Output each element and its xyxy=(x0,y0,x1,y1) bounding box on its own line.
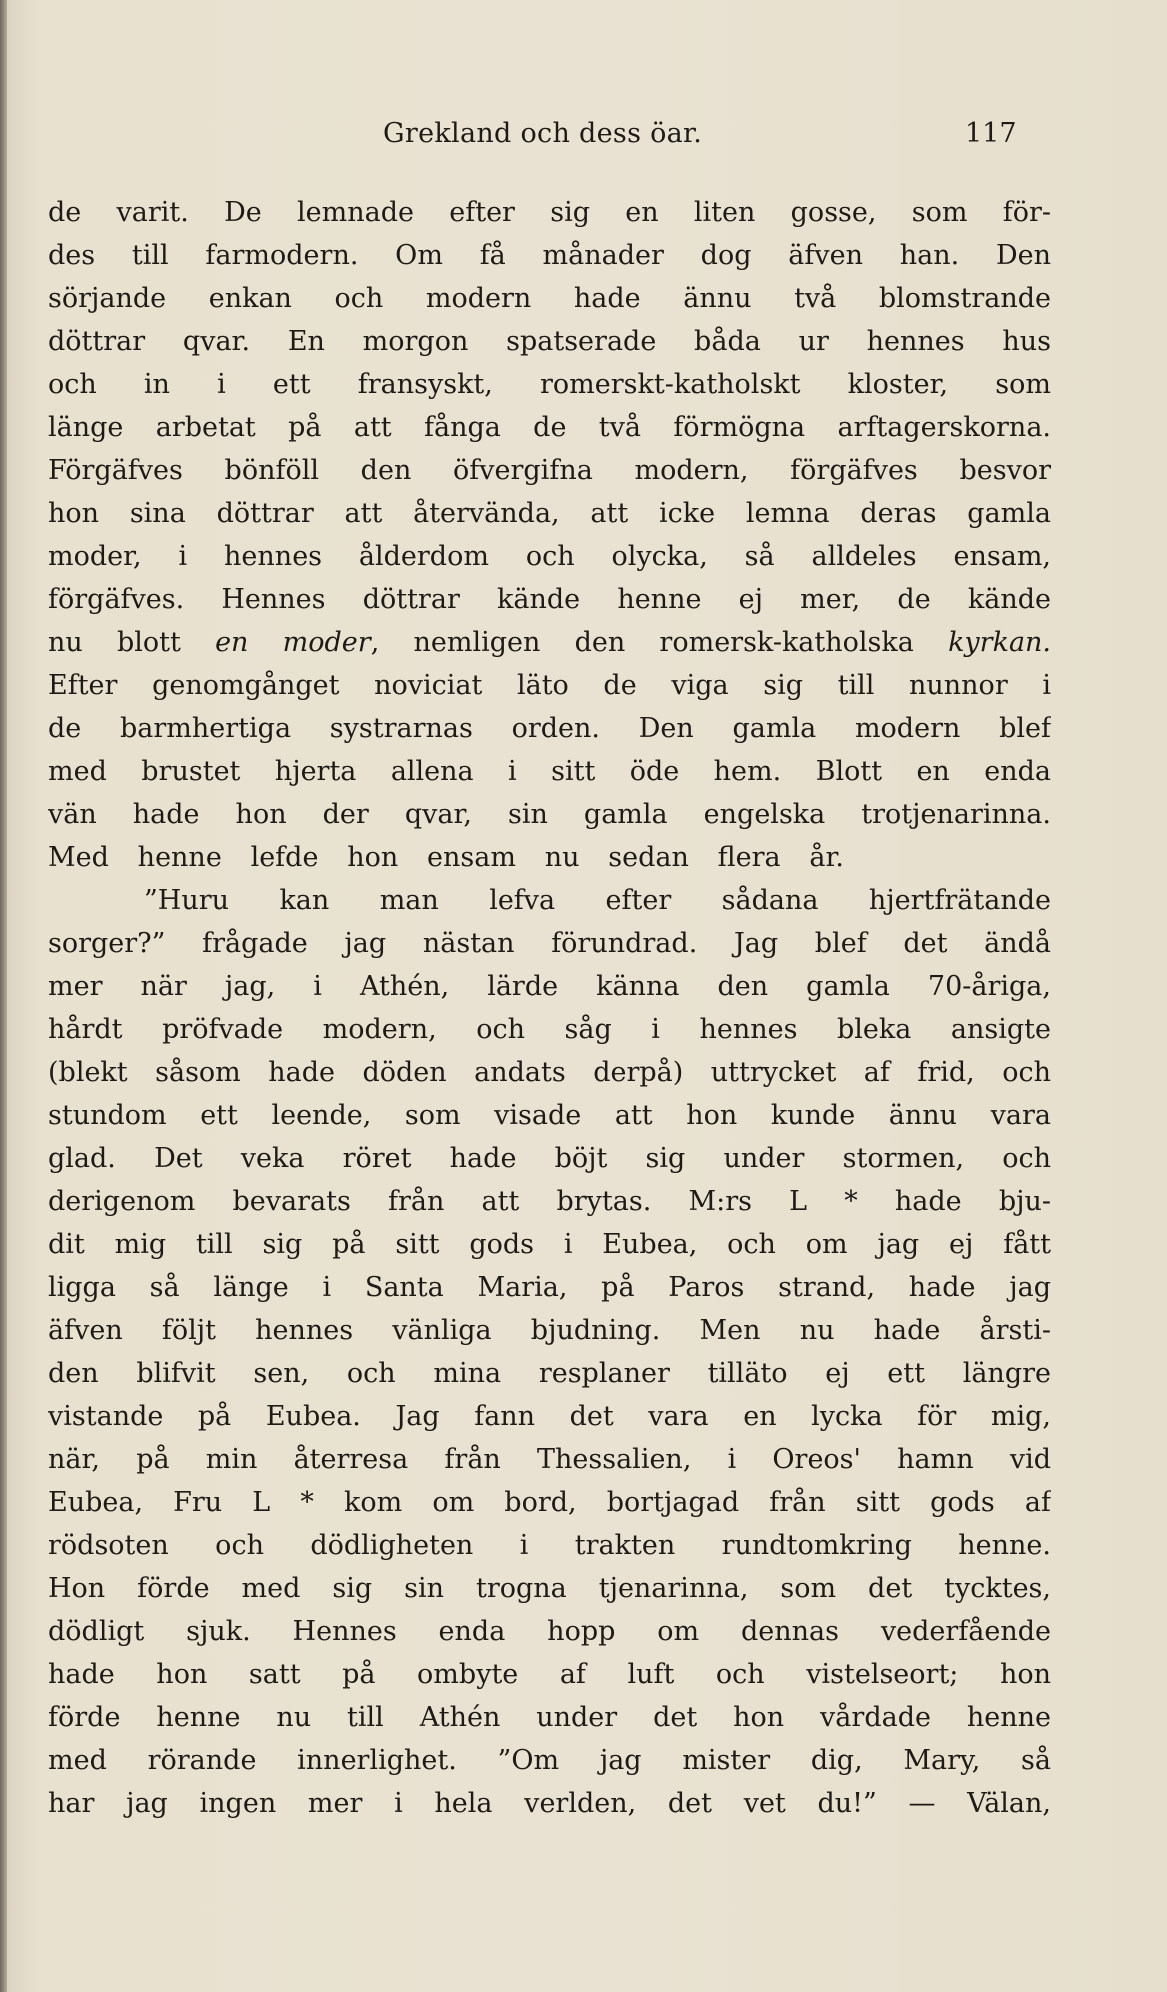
line-text: den blifvit sen, och mina resplaner tilläto ej ett längre xyxy=(48,1358,1051,1389)
text-line xyxy=(48,707,1051,750)
text-line xyxy=(48,1481,1051,1524)
line-text: glad. Det veka röret hade böjt sig under stormen, och xyxy=(48,1143,1051,1174)
line-text: ligga så länge i Santa Maria, på Paros strand, hade jag xyxy=(48,1272,1051,1303)
line-text: vän hade hon der qvar, sin gamla engelska trotjenarinna. xyxy=(48,799,1051,830)
line-text: Eubea, Fru L * kom om bord, bortjagad från sitt gods af xyxy=(48,1487,1051,1518)
line-text: moder, i hennes ålderdom och olycka, så alldeles ensam, xyxy=(48,541,1051,572)
line-text: länge arbetat på att fånga de två förmögna arftagerskorna. xyxy=(48,412,1051,443)
text-line xyxy=(48,1782,1051,1825)
line-text: stundom ett leende, som visade att hon kunde ännu vara xyxy=(48,1100,1051,1131)
text-line xyxy=(48,1266,1051,1309)
italic-text: en moder xyxy=(215,627,371,658)
text-line xyxy=(48,1696,1051,1739)
line-text: rödsoten och dödligheten i trakten rundtomkring henne. xyxy=(48,1530,1051,1561)
text-line xyxy=(48,793,1051,836)
line-text: nu blott xyxy=(48,627,216,658)
line-text: förde henne nu till Athén under det hon vårdade henne xyxy=(48,1702,1051,1733)
text-line xyxy=(48,363,1051,406)
text-line xyxy=(48,1008,1051,1051)
text-line xyxy=(48,664,1051,707)
line-text: dit mig till sig på sitt gods i Eubea, och om jag ej fått xyxy=(48,1229,1051,1260)
line-text: ”Huru kan man lefva efter sådana hjertfrätande xyxy=(144,885,1051,916)
line-text: de varit. De lemnade efter sig en liten gosse, som för- xyxy=(48,197,1051,228)
text-line xyxy=(48,836,844,879)
line-text: Med henne lefde hon ensam nu sedan flera år. xyxy=(48,842,844,873)
line-text: när, på min återresa från Thessalien, i Oreos' hamn vid xyxy=(48,1444,1051,1475)
text-line xyxy=(48,750,1051,793)
line-text: dödligt sjuk. Hennes enda hopp om dennas vederfående xyxy=(48,1616,1051,1647)
text-line xyxy=(48,1395,1051,1438)
line-text: hon sina döttrar att återvända, att icke lemna deras gamla xyxy=(48,498,1051,529)
line-text: Efter genomgånget noviciat läto de viga sig till nunnor i xyxy=(48,670,1051,701)
line-text: med brustet hjerta allena i sitt öde hem. Blott en enda xyxy=(48,756,1051,787)
text-line xyxy=(48,449,1051,492)
running-head xyxy=(0,118,1167,158)
line-text: (blekt såsom hade döden andats derpå) uttrycket af frid, och xyxy=(48,1057,1051,1088)
page-number: 117 xyxy=(965,118,1017,149)
line-text: Förgäfves bönföll den öfvergifna modern, förgäfves besvor xyxy=(48,455,1051,486)
line-text: vistande på Eubea. Jag fann det vara en lycka för mig, xyxy=(48,1401,1051,1432)
body-text xyxy=(48,191,1051,1825)
line-text: har jag ingen mer i hela verlden, det vet du!” — Välan, xyxy=(48,1788,1051,1819)
running-title: Grekland och dess öar. xyxy=(383,118,703,149)
text-line xyxy=(48,1739,1051,1782)
text-line xyxy=(48,1309,1051,1352)
text-line xyxy=(48,1524,1051,1567)
text-line xyxy=(48,1610,1051,1653)
text-line xyxy=(48,535,1051,578)
line-text: de barmhertiga systrarnas orden. Den gamla modern blef xyxy=(48,713,1051,744)
binding-edge xyxy=(0,0,7,1992)
text-line xyxy=(48,879,1051,922)
text-line xyxy=(48,1352,1051,1395)
line-text: des till farmodern. Om få månader dog äfven han. Den xyxy=(48,240,1051,271)
line-text: och in i ett fransyskt, romerskt-katholskt kloster, som xyxy=(48,369,1051,400)
text-line xyxy=(48,578,1051,621)
line-text: derigenom bevarats från att brytas. M:rs L * hade bju- xyxy=(48,1186,1051,1217)
italic-text: kyrkan. xyxy=(948,627,1051,658)
text-line xyxy=(48,621,1051,664)
line-text: äfven följt hennes vänliga bjudning. Men nu hade årsti- xyxy=(48,1315,1051,1346)
line-text: , nemligen den romersk-katholska xyxy=(370,627,949,658)
line-text: med rörande innerlighet. ”Om jag mister dig, Mary, så xyxy=(48,1745,1051,1776)
text-line xyxy=(48,191,1051,234)
line-text: döttrar qvar. En morgon spatserade båda ur hennes hus xyxy=(48,326,1051,357)
text-line xyxy=(48,1137,1051,1180)
line-text: hårdt pröfvade modern, och såg i hennes bleka ansigte xyxy=(48,1014,1051,1045)
text-line xyxy=(48,1567,1051,1610)
text-line xyxy=(48,234,1051,277)
text-line xyxy=(48,1653,1051,1696)
text-line xyxy=(48,1051,1051,1094)
line-text: sörjande enkan och modern hade ännu två blomstrande xyxy=(48,283,1051,314)
text-line xyxy=(48,1094,1051,1137)
line-text: mer när jag, i Athén, lärde känna den gamla 70-åriga, xyxy=(48,971,1051,1002)
text-line xyxy=(48,406,1051,449)
text-line xyxy=(48,965,1051,1008)
text-line xyxy=(48,922,1051,965)
text-line xyxy=(48,1180,1051,1223)
text-line xyxy=(48,1223,1051,1266)
text-line xyxy=(48,277,1051,320)
line-text: förgäfves. Hennes döttrar kände henne ej mer, de kände xyxy=(48,584,1051,615)
text-line xyxy=(48,1438,1051,1481)
text-line xyxy=(48,320,1051,363)
line-text: hade hon satt på ombyte af luft och vistelseort; hon xyxy=(48,1659,1051,1690)
text-line xyxy=(48,492,1051,535)
line-text: sorger?” frågade jag nästan förundrad. Jag blef det ändå xyxy=(48,928,1051,959)
line-text: Hon förde med sig sin trogna tjenarinna, som det tycktes, xyxy=(48,1573,1051,1604)
